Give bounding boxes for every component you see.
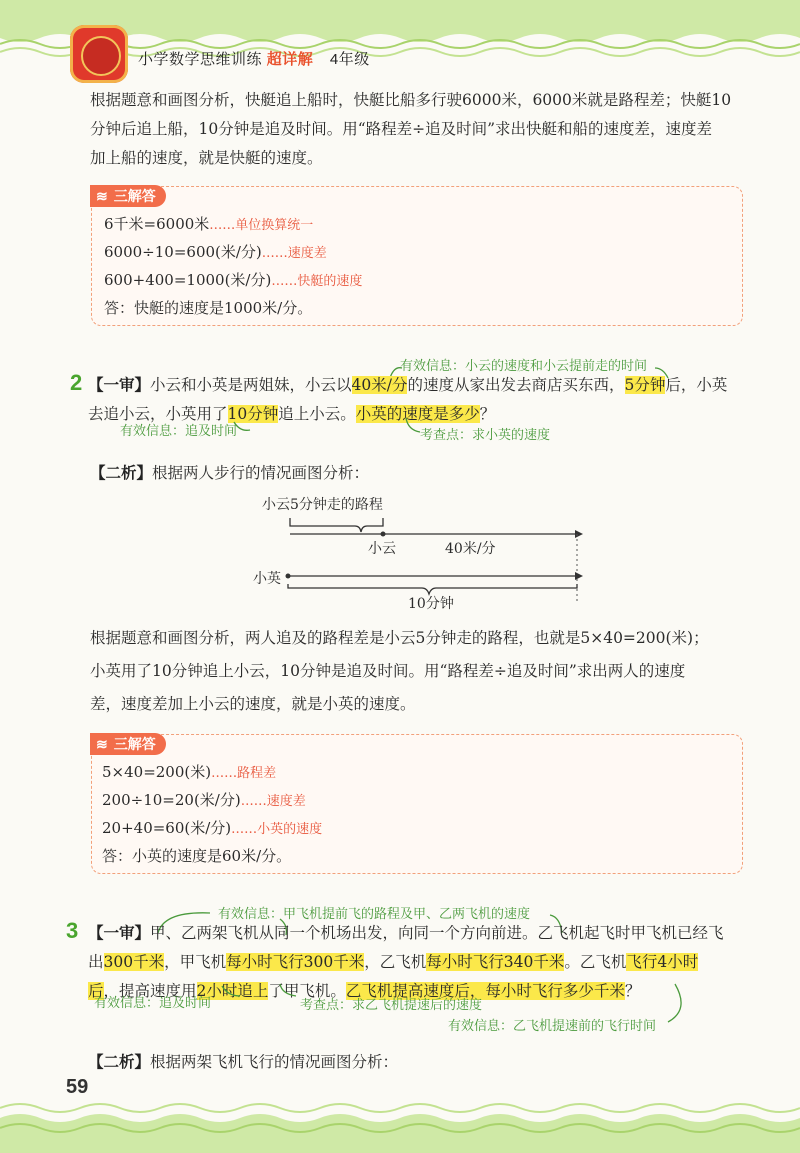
- text-span: ，乙飞机: [364, 953, 427, 971]
- p2-analysis: [90, 622, 770, 721]
- highlight: 飞行4小时: [626, 953, 699, 971]
- equation-note: ……速度差: [261, 246, 327, 261]
- arrow-head: [575, 530, 583, 538]
- p3-note-bm: 考查点：求乙飞机提速后的速度: [300, 998, 483, 1013]
- p3-note-top: 有效信息：甲飞机提前飞的路程及甲、乙两飞机的速度: [218, 907, 531, 922]
- p2-note-bl: 有效信息：追及时间: [120, 424, 238, 439]
- text-span: 追上小云。: [278, 405, 356, 423]
- answer-row: [104, 267, 362, 295]
- logo-seal-icon: [81, 36, 121, 76]
- text-line: 根据题意和画图分析，两人追及的路程差是小云5分钟走的路程，也就是5×40=200(米)；: [90, 629, 709, 647]
- p3-analysis-intro: [88, 1047, 748, 1077]
- diagram-bottom-label: 10分钟: [408, 596, 454, 612]
- grade-label: 4年级: [329, 51, 370, 68]
- highlight: 小英的速度是多少: [355, 405, 480, 423]
- text-span: 的速度从家出发去商店买东西，: [407, 376, 625, 394]
- text-line: 根据题意和画图分析，快艇追上船时，快艇比船多行驶6000米，6000米就是路程差；快艇10: [90, 91, 732, 109]
- arrow-head: [575, 572, 583, 580]
- highlight: 40米/分: [351, 376, 408, 394]
- answer-row: [104, 239, 362, 267]
- read-label: 【一审】: [88, 375, 151, 394]
- page-header: [138, 48, 370, 69]
- p3-note-br: 有效信息：乙飞机提速前的飞行时间: [448, 1019, 657, 1034]
- text-line: 差，速度差加上小云的速度，就是小英的速度。: [90, 695, 416, 713]
- xiaoyun-dot: [381, 532, 386, 537]
- text-span: 根据两架飞机飞行的情况画图分析：: [150, 1053, 399, 1071]
- text-span: 出: [88, 953, 104, 971]
- equation-note: ……路程差: [211, 766, 277, 781]
- problem-3-number: 3: [66, 918, 79, 943]
- equation: 20+40=60(米/分): [102, 819, 232, 837]
- answer-tag-label: 三解答: [113, 188, 156, 204]
- problem-2-number: 2: [70, 370, 83, 395]
- diagram-speed: 40米/分: [445, 541, 496, 557]
- text-span: 小云和小英是两姐妹，小云以: [150, 376, 352, 394]
- text-line: 小英用了10分钟追上小云，10分钟是追及时间。用“路程差÷追及时间”求出两人的速度: [90, 662, 686, 680]
- bottom-wave-decoration: [0, 1088, 800, 1153]
- equation-note: ……速度差: [240, 794, 306, 809]
- text-span: 后，小英: [665, 376, 728, 394]
- answer-row: [102, 815, 322, 843]
- equation-note: ……小英的速度: [231, 822, 323, 837]
- equation: 200÷10=20(米/分): [102, 791, 241, 809]
- equation-note: ……单位换算统一: [209, 218, 314, 233]
- wave-icon: ≋: [96, 736, 108, 752]
- text-line: [88, 948, 768, 977]
- highlight: 5分钟: [624, 376, 666, 394]
- diagram-top-label: 小云5分钟走的路程: [262, 497, 383, 513]
- answer-box-1: [91, 186, 743, 326]
- answer-final: 答：小英的速度是60米/分。: [102, 847, 292, 865]
- answer-row: [102, 759, 322, 787]
- highlight: 每小时飞行300千米: [226, 953, 365, 971]
- highlight: 每小时飞行340千米: [426, 953, 565, 971]
- answer-box-2: [91, 734, 743, 874]
- highlight: 300千米: [103, 953, 165, 971]
- p2-note-top: 有效信息：小云的速度和小云提前走的时间: [400, 359, 648, 374]
- text-span: ？: [479, 405, 496, 423]
- top-brace: [290, 518, 383, 532]
- text-span: 去追小云，小英用了: [88, 405, 228, 423]
- equation: 6千米=6000米: [104, 215, 210, 233]
- equation: 6000÷10=600(米/分): [104, 243, 262, 261]
- series-title: 小学数学思维训练: [138, 51, 263, 68]
- highlight: 2小时追上: [196, 982, 269, 1000]
- p2-note-curves: [230, 412, 430, 436]
- equation: 5×40=200(米): [102, 763, 212, 781]
- text-span: 了甲飞机。: [268, 982, 346, 1000]
- text-span: ，提高速度用: [103, 982, 197, 1000]
- p2-note-br: 考查点：求小英的速度: [420, 428, 551, 443]
- answer-tag: [90, 733, 166, 755]
- text-span: 根据两人步行的情况画图分析：: [152, 464, 370, 482]
- text-line: [88, 370, 768, 400]
- analysis-label: 【二析】: [88, 1052, 151, 1071]
- wave-icon: ≋: [96, 188, 108, 204]
- analysis-label: 【二析】: [90, 463, 153, 482]
- text-line: 加上船的速度，就是快艇的速度。: [90, 149, 323, 167]
- intro-analysis: [90, 86, 750, 173]
- equation: 600+400=1000(米/分): [104, 271, 272, 289]
- series-highlight: 超详解: [266, 51, 314, 68]
- answer-lines: [102, 759, 322, 870]
- p3-note-curves: [220, 980, 700, 1030]
- answer-row: [102, 787, 322, 815]
- answer-lines: [104, 211, 362, 322]
- text-span: 。乙飞机: [564, 953, 627, 971]
- highlight: 后: [88, 982, 104, 1000]
- text-line: 分钟后追上船，10分钟是追及时间。用“路程差÷追及时间”求出快艇和船的速度差，速度差: [90, 120, 713, 138]
- p3-note-bl: 有效信息：追及时间: [94, 996, 212, 1011]
- diagram-person-a: 小云: [368, 541, 396, 557]
- book-logo: [70, 25, 128, 83]
- answer-final: 答：快艇的速度是1000米/分。: [104, 299, 313, 317]
- page-number: 59: [66, 1076, 89, 1098]
- diagram-person-b: 小英: [253, 571, 281, 587]
- text-line: [88, 918, 768, 948]
- answer-tag: [90, 185, 166, 207]
- text-span: ，甲飞机: [164, 953, 227, 971]
- read-label: 【一审】: [88, 923, 151, 942]
- text-span: ？: [624, 982, 641, 1000]
- answer-tag-label: 三解答: [113, 736, 156, 752]
- highlight: 10分钟: [227, 405, 279, 423]
- highlight: 乙飞机提高速度后，每小时飞行多少千米: [345, 982, 625, 1000]
- answer-row: [104, 211, 362, 239]
- text-span: 甲、乙两架飞机从同一个机场出发，向同一个方向前进。乙飞机起飞时甲飞机已经飞: [150, 924, 724, 942]
- equation-note: ……快艇的速度: [271, 274, 363, 289]
- p2-analysis-intro: [90, 458, 750, 488]
